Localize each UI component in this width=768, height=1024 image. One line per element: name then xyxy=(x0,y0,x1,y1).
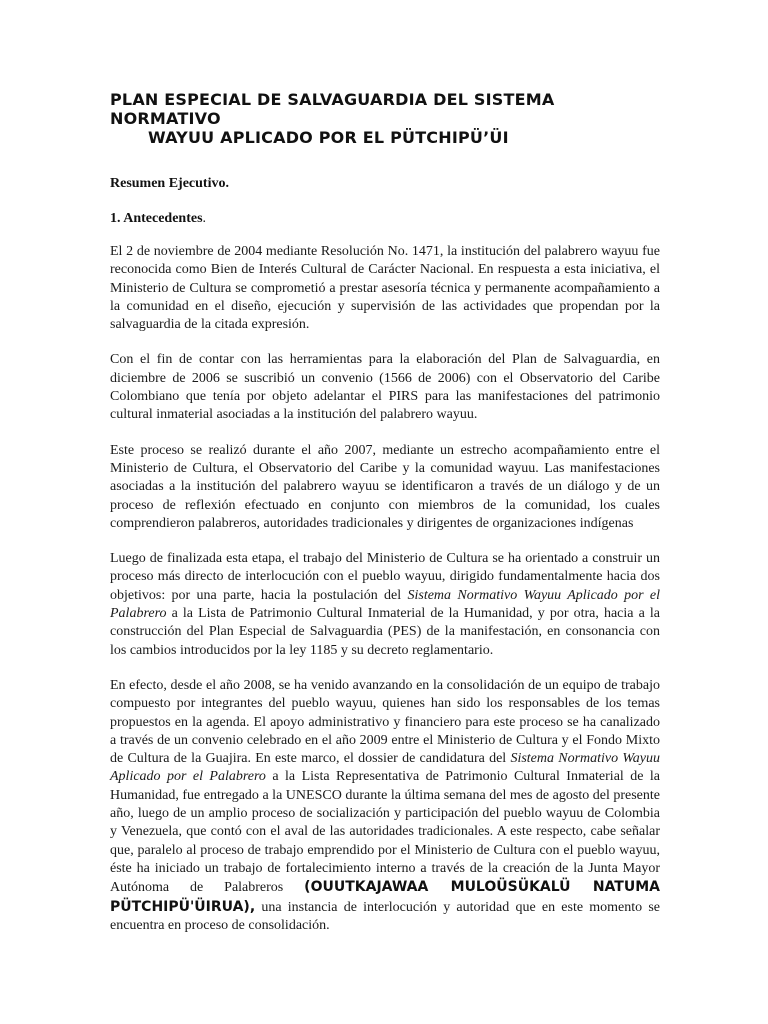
document-title-line-2: WAYUU APLICADO POR EL PÜTCHIPÜ’ÜI xyxy=(148,128,509,147)
paragraph-2: Con el fin de contar con las herramientas para la elaboración del Plan de Salvaguardia, en diciembre de 2006 se suscribió un convenio (1566 de 2006) con el Observatorio del Caribe Colombiano que tenía por objeto adelantar el PIRS para las manifestaciones del patrimonio cultural inmaterial asociadas a la institución del palabrero wayuu. xyxy=(110,352,660,423)
document-title xyxy=(110,90,660,147)
paragraph-5-text-b: a la Lista Representativa de Patrimonio Cultural Inmaterial de la Humanidad, fue entregado a la UNESCO durante la última semana del mes de agosto del presente año, luego de un amplio proceso de socialización y participación del pueblo wayuu de Colombia y Venezuela, que contó con el aval de las autoridades tradicionales. A este respecto, cabe señalar que, paralelo al proceso de trabajo emprendido por el Ministerio de Cultura con el pueblo wayuu, éste ha iniciado un trabajo de fortalecimiento interno a través de la creación de la Junta Mayor Autónoma de Palabreros xyxy=(110,769,661,896)
document-title-line-1: PLAN ESPECIAL DE SALVAGUARDIA DEL SISTEMA NORMATIVO xyxy=(110,90,555,128)
paragraph-5 xyxy=(110,677,660,935)
paragraph-4 xyxy=(110,550,660,660)
paragraph-4-text-a: Luego de finalizada esta etapa, el trabajo del Ministerio de Cultura se ha orientado a construir un proceso más directo de interlocución con el pueblo wayuu, dirigido fundamentalmente hacia dos objetivos: por una parte, hacia la postulación del xyxy=(110,551,660,603)
section-heading-text: 1. Antecedentes xyxy=(110,211,203,226)
paragraph-3: Este proceso se realizó durante el año 2007, mediante un estrecho acompañamiento entre el Ministerio de Cultura, el Observatorio del Caribe y la comunidad wayuu. Las manifestaciones asociadas a la institución del palabrero wayuu se identificaron a través de un diálogo y de un proceso de reflexión efectuado en conjunto con miembros de la comunidad, los cuales comprendieron palabreros, autoridades tradicionales y dirigentes de organizaciones indígenas xyxy=(110,442,660,531)
section-heading-antecedentes xyxy=(110,210,660,227)
paragraph-5-junta-name: (OUUTKAJAWAA MULOÜSÜKALÜ NATUMA PÜTCHIPÜ'ÜIRUA), xyxy=(110,879,660,915)
section-heading-punct: . xyxy=(202,211,207,226)
summary-heading: Resumen Ejecutivo. xyxy=(110,176,229,191)
paragraph-4-italic-title: Sistema Normativo Wayuu Aplicado por el Palabrero xyxy=(110,587,660,622)
paragraph-5-italic-title: Sistema Normativo Wayuu Aplicado por el Palabrero xyxy=(110,751,660,785)
paragraph-5-text-a: En efecto, desde el año 2008, se ha venido avanzando en la consolidación de un equipo de trabajo compuesto por integrantes del pueblo wayuu, quienes han sido los responsables de los temas propuestos en la agenda. El apoyo administrativo y financiero para este proceso se ha canalizado a través de un convenio celebrado en el año 2009 entre el Ministerio de Cultura y el Fondo Mixto de Cultura de la Guajira. En este marco, el dossier de candidatura del xyxy=(110,677,660,767)
paragraph-5-text-c: una instancia de interlocución y autoridad que en este momento se encuentra en proceso de consolidación. xyxy=(110,899,660,933)
paragraph-4-text-b: a la Lista de Patrimonio Cultural Inmaterial de la Humanidad, y por otra, hacia a la construcción del Plan Especial de Salvaguardia (PES) de la manifestación, en consonancia con los cambios introducidos por la ley 1185 y su decreto reglamentario. xyxy=(110,606,660,658)
paragraph-1: El 2 de noviembre de 2004 mediante Resolución No. 1471, la institución del palabrero wayuu fue reconocida como Bien de Interés Cultural de Carácter Nacional. En respuesta a esta iniciativa, el Ministerio de Cultura se comprometió a prestar asesoría técnica y permanente acompañamiento a la comunidad en el diseño, ejecución y supervisión de las actividades que propendan por la salvaguardia de la citada expresión. xyxy=(110,244,660,333)
